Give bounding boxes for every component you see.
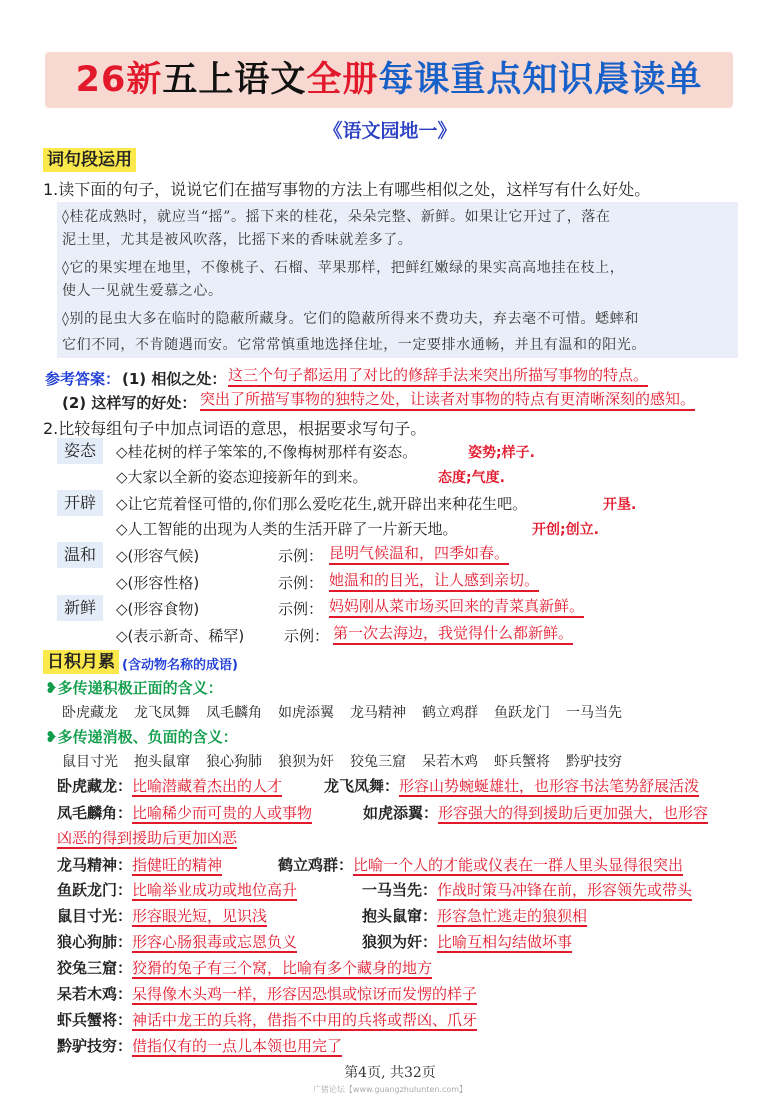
section-heading-usage: 词句段运用 (43, 148, 136, 172)
idiom-definition: 凤毛麟角：比喻稀少而可贵的人或事物 (57, 804, 313, 822)
idiom: 凤毛麟角 (206, 705, 262, 721)
idiom-definition: 黔驴技穷：借指仅有的一点儿本领也用完了 (57, 1037, 343, 1055)
positive-idioms-label: ❥多传递积极正面的含义： (45, 679, 223, 697)
idiom-definition: 狼心狗肺：形容心肠狠毒或忘恩负义 (57, 933, 298, 951)
page-title (45, 54, 733, 106)
title-part-3: 全册 (306, 60, 379, 100)
idiom: 一马当先 (566, 705, 622, 721)
example-text: 第一次去海边，我觉得什么都新鲜。 (333, 624, 573, 645)
idiom-definition: 如虎添翼：形容强大的得到援助后更加强大，也形容 (363, 804, 709, 822)
idiom-definition: 抱头鼠窜：形容急忙逃走的狼狈相 (362, 907, 588, 925)
bullet-icon: ❥ (45, 728, 58, 746)
section-heading-idioms: 日积月累 (43, 650, 119, 674)
bullet-icon: ❥ (45, 679, 58, 697)
idiom-definition: 卧虎藏龙：比喻潜藏着杰出的人才 (57, 777, 283, 795)
watermark: 广猪论坛【www.guangzhulunten.com】 (312, 1085, 468, 1094)
example-label: 示例： (278, 574, 324, 592)
idiom: 呆若木鸡 (422, 754, 478, 770)
idiom-definition: 呆若木鸡：呆得像木头鸡一样，形容因恐惧或惊讶而发愣的样子 (57, 985, 478, 1003)
example-label: 示例： (284, 627, 330, 645)
idiom-definition: 虾兵蟹将：神话中龙王的兵将，借指不中用的兵将或帮凶、爪牙 (57, 1011, 478, 1029)
question-1: 1.读下面的句子，说说它们在描写事物的方法上有哪些相似之处，这样写有什么好处。 (43, 180, 651, 199)
idiom: 虾兵蟹将 (494, 754, 550, 770)
idiom: 鹤立鸡群 (422, 705, 478, 721)
title-part-4: 每课重点知识晨读单 (378, 60, 703, 100)
example-text: 昆明气候温和，四季如春。 (329, 544, 509, 565)
idiom-definition: 鼠目寸光：形容眼光短，见识浅 (57, 907, 268, 925)
word-tag: 开辟 (57, 490, 103, 516)
page-number: 第4页, 共32页 (344, 1065, 436, 1081)
sentence: ◇人工智能的出现为人类的生活开辟了一片新天地。 (116, 520, 458, 538)
sentence: ◇大家以全新的姿态迎接新年的到来。 (116, 468, 368, 486)
idiom-definition: 龙马精神：指健旺的精神 (57, 856, 223, 874)
handwritten-answer: 开创;创立. (532, 522, 599, 538)
usage-label: ◇(表示新奇、稀罕) (116, 627, 245, 645)
answer-2-text: 突出了所描写事物的独特之处，让读者对事物的特点有更清晰深刻的感知。 (200, 390, 695, 411)
idiom-definition: 一马当先：作战时策马冲锋在前，形容领先或带头 (362, 881, 693, 899)
example-label: 示例： (278, 600, 324, 618)
idiom: 狡兔三窟 (350, 754, 406, 770)
quote-line: ◊它的果实埋在地里，不像桃子、石榴、苹果那样，把鲜红嫩绿的果实高高地挂在枝上， (62, 260, 625, 276)
usage-label: ◇(形容气候) (116, 547, 200, 565)
quote-line: 泥土里，尤其是被风吹落，比摇下来的香味就差多了。 (62, 232, 413, 248)
idiom-definition: 鱼跃龙门：比喻举业成功或地位高升 (57, 881, 298, 899)
quote-line: 使人一见就生爱慕之心。 (62, 283, 223, 299)
word-tag: 新鲜 (57, 595, 103, 621)
idiom: 龙飞凤舞 (134, 705, 190, 721)
usage-label: ◇(形容食物) (116, 600, 200, 618)
quote-line: ◊桂花成熟时，就应当“摇”。摇下来的桂花，朵朵完整、新鲜。如果让它开过了，落在 (62, 209, 611, 225)
idiom-definition: 狡兔三窟：狡猾的兔子有三个窝，比喻有多个藏身的地方 (57, 959, 433, 977)
answer-2-label: (2) 这样写的好处： (62, 394, 197, 412)
negative-idioms-label: ❥多传递消极、负面的含义： (45, 728, 238, 746)
sentence: ◇让它荒着怪可惜的,你们那么爱吃花生,就开辟出来种花生吧。 (116, 495, 528, 513)
answer-1-text: 这三个句子都运用了对比的修辞手法来突出所描写事物的特点。 (228, 366, 648, 387)
page-subtitle: 《语文园地一》 (323, 120, 457, 142)
idiom: 抱头鼠窜 (134, 754, 190, 770)
idiom: 黔驴技穷 (566, 754, 622, 770)
positive-idioms-row (62, 702, 638, 722)
idiom: 鱼跃龙门 (494, 705, 550, 721)
quote-line: 它们不同，不肯随遇而安。它常常慎重地选择住址，一定要排水通畅，并且有温和的阳光。 (62, 337, 646, 353)
sentence: ◇桂花树的样子笨笨的,不像梅树那样有姿态。 (116, 443, 418, 461)
negative-idioms-row (62, 751, 638, 771)
handwritten-answer: 态度;气度. (438, 470, 505, 486)
example-text: 妈妈刚从菜市场买回来的青菜真新鲜。 (329, 597, 584, 618)
quote-line: ◊别的昆虫大多在临时的隐蔽所藏身。它们的隐蔽所得来不费功夫，弃去毫不可惜。蟋蟀和 (62, 311, 639, 327)
title-part-1: 26新 (75, 60, 163, 100)
idiom: 龙马精神 (350, 705, 406, 721)
idiom: 鼠目寸光 (62, 754, 118, 770)
answer-1-label: (1) 相似之处： (122, 370, 227, 388)
example-label: 示例： (278, 547, 324, 565)
question-2: 2.比较每组句子中加点词语的意思，根据要求写句子。 (43, 419, 427, 438)
usage-label: ◇(形容性格) (116, 574, 200, 592)
handwritten-answer: 姿势;样子. (468, 445, 535, 461)
idiom: 狼心狗肺 (206, 754, 262, 770)
idiom-definition: 龙飞凤舞：形容山势蜿蜒雄壮，也形容书法笔势舒展活泼 (324, 777, 700, 795)
handwritten-answer: 开垦. (603, 497, 637, 513)
idiom-definition-continued: 凶恶的得到援助后更加凶恶 (57, 829, 238, 847)
idiom: 卧虎藏龙 (62, 705, 118, 721)
idiom: 如虎添翼 (278, 705, 334, 721)
word-tag: 姿态 (57, 438, 103, 464)
title-part-2: 五上语文 (162, 60, 307, 100)
idiom: 狼狈为奸 (278, 754, 334, 770)
example-text: 她温和的目光，让人感到亲切。 (329, 571, 539, 592)
idiom-definition: 狼狈为奸：比喻互相勾结做坏事 (362, 933, 573, 951)
word-tag: 温和 (57, 542, 103, 568)
idiom-definition: 鹤立鸡群：比喻一个人的才能或仪表在一群人里头显得很突出 (278, 856, 684, 874)
answer-label: 参考答案： (45, 370, 121, 388)
idioms-note: (含动物名称的成语) (122, 658, 238, 673)
